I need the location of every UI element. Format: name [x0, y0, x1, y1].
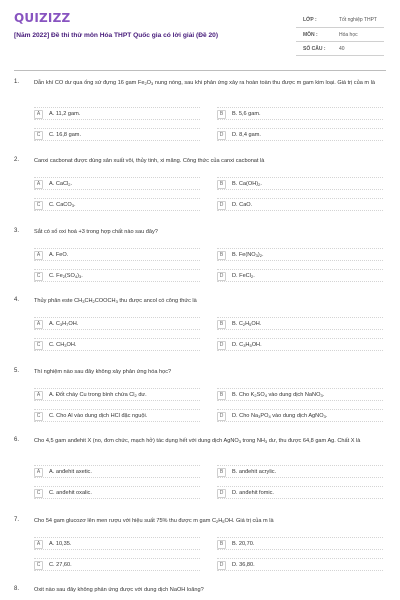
answer-option-a[interactable] — [34, 317, 200, 330]
option-text: A. 10,35. — [49, 541, 72, 547]
option-text: C. anđehit oxalic. — [49, 490, 92, 496]
option-letter-box: B — [217, 540, 226, 549]
option-text: C. Cho Al vào dung dịch HCl đặc nguội. — [49, 413, 148, 419]
question-text: Thủy phân este $CH_3CH_2COOCH_3$ thu được ancol có công thức là — [34, 298, 197, 304]
answer-option-b[interactable] — [217, 248, 383, 261]
option-letter-box: C — [34, 412, 43, 421]
answer-option-b[interactable] — [217, 317, 383, 330]
option-letter-box: D — [217, 131, 226, 140]
question-text: Oxit nào sau đây không phản ứng được với dung dịch NaOH loãng? — [34, 587, 204, 593]
meta-divider — [296, 27, 384, 28]
question-number: 6. — [14, 437, 20, 443]
option-text: D. anđehit fomic. — [232, 490, 274, 496]
option-text: A. 11,2 gam. — [49, 111, 81, 117]
option-text: D. Cho $Na_3PO_4$ vào dung dịch AgNO$_3$. — [232, 413, 328, 419]
answer-option-a[interactable] — [34, 465, 200, 478]
question-number: 5. — [14, 368, 20, 374]
quizizz-logo: QUIZIZZ — [14, 11, 71, 25]
page-title: [Năm 2022] Đề thi thử môn Hóa THPT Quốc gia có lời giải (Đề 20) — [14, 32, 219, 39]
header-divider — [14, 70, 386, 71]
answer-option-d[interactable] — [217, 269, 383, 282]
answer-option-a[interactable] — [34, 248, 200, 261]
answer-option-d[interactable] — [217, 486, 383, 499]
meta-label-class: LỚP : — [303, 17, 317, 23]
option-letter-box: C — [34, 341, 43, 350]
option-letter-box: C — [34, 561, 43, 570]
answer-option-c[interactable] — [34, 486, 200, 499]
answer-option-c[interactable] — [34, 558, 200, 571]
answer-option-c[interactable] — [34, 338, 200, 351]
question-text: Thí nghiệm nào sau đây không xảy phản ứng hóa học? — [34, 369, 172, 375]
option-text: C. CaCO$_3$. — [49, 202, 76, 208]
question-text: Sắt có số oxi hoá +3 trong hợp chất nào sau đây? — [34, 229, 158, 235]
answer-option-b[interactable] — [217, 388, 383, 401]
option-letter-box: C — [34, 201, 43, 210]
option-text: B. 5,6 gam. — [232, 111, 261, 117]
option-text: C. 16,8 gam. — [49, 132, 82, 138]
option-text: D. $C_3H_5OH$. — [232, 342, 262, 348]
option-letter-box: B — [217, 320, 226, 329]
question-number: 4. — [14, 297, 20, 303]
meta-value-subject: Hóa học — [339, 32, 358, 38]
answer-option-c[interactable] — [34, 128, 200, 141]
option-letter-box: A — [34, 320, 43, 329]
answer-option-d[interactable] — [217, 198, 383, 211]
answer-option-c[interactable] — [34, 198, 200, 211]
answer-option-b[interactable] — [217, 107, 383, 120]
option-letter-box: B — [217, 251, 226, 260]
answer-option-a[interactable] — [34, 388, 200, 401]
question-number: 7. — [14, 517, 20, 523]
option-text: A. Đốt cháy Cu trong bình chứa $Cl_2$ dư. — [49, 392, 147, 398]
option-letter-box: A — [34, 110, 43, 119]
option-text: D. CaO. — [232, 202, 253, 208]
option-text: D. 36,80. — [232, 562, 255, 568]
option-text: B. Cho $K_2SO_4$ vào dung dịch NaNO$_3$. — [232, 392, 325, 398]
option-letter-box: A — [34, 468, 43, 477]
option-letter-box: D — [217, 489, 226, 498]
meta-label-count: SỐ CÂU : — [303, 46, 326, 52]
answer-option-d[interactable] — [217, 409, 383, 422]
answer-option-d[interactable] — [217, 338, 383, 351]
option-letter-box: D — [217, 561, 226, 570]
option-text: C. $Fe_2(SO_4)_3$. — [49, 273, 83, 279]
meta-label-subject: MÔN : — [303, 32, 318, 38]
option-text: A. $C_3H_7OH$. — [49, 321, 79, 327]
option-letter-box: B — [217, 391, 226, 400]
option-text: B. $Ca(OH)_2$. — [232, 181, 262, 187]
option-letter-box: A — [34, 180, 43, 189]
option-letter-box: D — [217, 341, 226, 350]
option-text: B. $Fe(NO_3)_2$. — [232, 252, 264, 258]
option-text: C. 27,60. — [49, 562, 72, 568]
question-number: 3. — [14, 228, 20, 234]
header — [0, 0, 400, 64]
meta-value-count: 40 — [339, 46, 345, 52]
option-letter-box: A — [34, 251, 43, 260]
option-text: D. 8,4 gam. — [232, 132, 261, 138]
answer-option-a[interactable] — [34, 537, 200, 550]
option-letter-box: A — [34, 391, 43, 400]
question-text: Dẫn khí CO dư qua ống sứ đựng 16 gam $Fe_2O_3$ nung nóng, sau khi phản ứng xảy ra hoàn toàn thu được m gam kim loại. Giá trị của m là — [34, 80, 375, 86]
question-number: 8. — [14, 586, 20, 592]
answer-option-b[interactable] — [217, 177, 383, 190]
option-text: A. FeO. — [49, 252, 69, 258]
answer-option-c[interactable] — [34, 409, 200, 422]
answer-option-b[interactable] — [217, 537, 383, 550]
answer-option-d[interactable] — [217, 128, 383, 141]
option-letter-box: D — [217, 201, 226, 210]
answer-option-b[interactable] — [217, 465, 383, 478]
option-text: D. FeCl$_2$. — [232, 273, 255, 279]
option-text: A. CaCl$_2$. — [49, 181, 73, 187]
option-letter-box: D — [217, 272, 226, 281]
meta-value-class: Tốt nghiệp THPT — [339, 17, 377, 23]
answer-option-a[interactable] — [34, 177, 200, 190]
option-letter-box: C — [34, 272, 43, 281]
option-letter-box: D — [217, 412, 226, 421]
option-text: C. $CH_3OH$. — [49, 342, 77, 348]
question-number: 1. — [14, 79, 20, 85]
option-letter-box: B — [217, 468, 226, 477]
option-letter-box: B — [217, 110, 226, 119]
answer-option-c[interactable] — [34, 269, 200, 282]
question-text: Cho 54 gam glucozơ lên men rượu với hiệu suất 75% thu được m gam $C_2H_5OH$. Giá trị của m là — [34, 518, 274, 524]
question-text: Canxi cacbonat được dùng sản xuất vôi, thủy tinh, xi măng. Công thức của canxi cacbonat là — [34, 158, 265, 164]
question-text: Cho 4,5 gam anđehit X (no, đơn chức, mạch hở) tác dụng hết với dung dịch AgNO$_3$ trong $NH_3$ dư, thu được 64,8 gam Ag. Chất X là — [34, 438, 361, 444]
option-text: B. 20,70. — [232, 541, 255, 547]
answer-option-a[interactable] — [34, 107, 200, 120]
option-text: B. anđehit acrylic. — [232, 469, 277, 475]
meta-divider — [296, 55, 384, 56]
option-letter-box: C — [34, 489, 43, 498]
option-text: A. anđehit axetic. — [49, 469, 92, 475]
meta-divider — [296, 41, 384, 42]
option-text: B. $C_2H_5OH$. — [232, 321, 262, 327]
answer-option-d[interactable] — [217, 558, 383, 571]
question-number: 2. — [14, 157, 20, 163]
option-letter-box: C — [34, 131, 43, 140]
option-letter-box: A — [34, 540, 43, 549]
option-letter-box: B — [217, 180, 226, 189]
